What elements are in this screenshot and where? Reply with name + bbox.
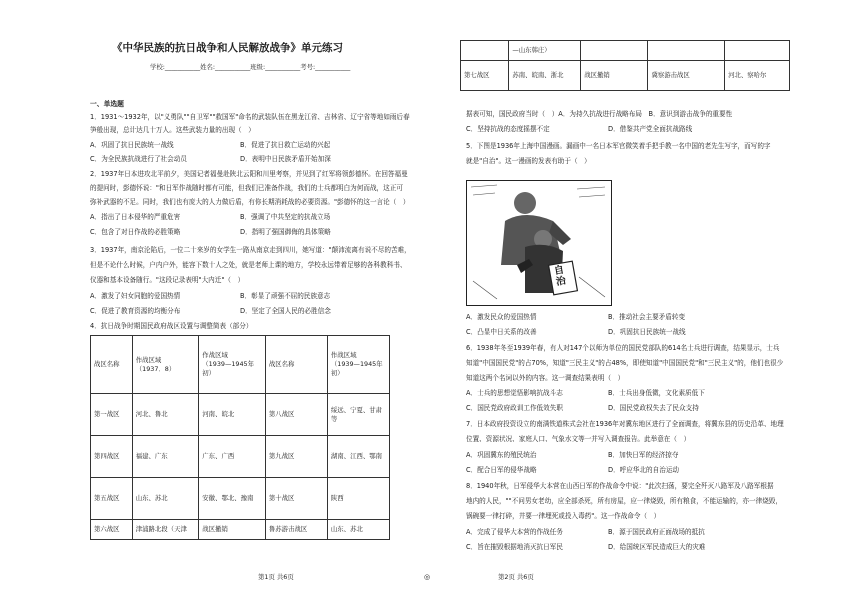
q1-line-1: 1．1931～1932年，以"义勇队""自卫军""救国军"命名的武装队伍在黑龙江省、吉林省、辽宁省等地如雨后春 xyxy=(90,113,410,121)
table-cell: 湖南、江西、鄂南 xyxy=(327,436,389,478)
table-row xyxy=(91,336,390,394)
q2-line-1: 2．1937年日本进攻北平前夕，美国记者福曼赴陕北云阳和川里考察，并见到了红军将领彭德怀。在回答福曼 xyxy=(90,170,408,178)
table-cell: 河北、察哈尔 xyxy=(725,61,790,91)
q1-option-d: D．表明中日民族矛盾开始加深 xyxy=(240,155,331,163)
q5-line-2: 就是"自治"。这一漫画的发表有助于（ ） xyxy=(466,157,591,165)
q3-option-c: C．促进了教育资源的均衡分布 xyxy=(90,307,181,315)
q2-option-b: B．强调了中共坚定的抗战立场 xyxy=(240,213,331,221)
right-page xyxy=(430,0,860,608)
table-cell: 苏南、皖南、浙北 xyxy=(509,61,581,91)
q4-conclusion: 据表可知，国民政府当时（ ）A．为持久抗战进行战略布局 B．意识到游击战争的重要性 xyxy=(466,110,733,118)
q1-option-b: B．促进了抗日救亡运动的兴起 xyxy=(240,141,331,149)
document-title: 《中华民族的抗日战争和人民解放战争》单元练习 xyxy=(112,42,343,54)
q6-line-2: 知道"中国国民党"的占70%，知道"三民主义"的占48%，即使知道"中国国民党"和"三民主义"的，他们也很少 xyxy=(466,359,784,367)
q6-option-a: A．士兵的思想觉悟影响抗战斗志 xyxy=(466,389,563,397)
q7-option-c: C．配合日军的侵华战略 xyxy=(466,466,537,474)
section-heading: 一、单选题 xyxy=(90,100,124,108)
q5-option-a: A．激发民众的爱国热情 xyxy=(466,313,537,321)
table-cell: 第四战区 xyxy=(91,436,133,478)
q2-option-d: D．指明了强国御侮的具体策略 xyxy=(240,228,331,236)
page-footer-right: 第2页 共6页 xyxy=(498,573,534,581)
q6-line-1: 6．1938年冬至1939年春，有人对147个以师为单位的国民党部队的614名士兵进行调查，结果显示，士兵 xyxy=(466,344,780,352)
q1-option-c: C．为全民族抗战进行了社会动员 xyxy=(90,155,187,163)
binding-mark-icon: ◎ xyxy=(424,573,431,581)
q1-line-2: 笋般出现，总计达几十万人。这些武装力量的出现（ ） xyxy=(90,126,255,134)
q2-option-c: C．包含了对日作战的必胜策略 xyxy=(90,228,181,236)
table-cell: 作战区域 （1937．8） xyxy=(132,336,199,394)
q5-line-1: 5．下图是1936年上海中国漫画。漏画中一名日本军官微笑着手把手教一名中国的老先生写字，而写的字 xyxy=(466,142,771,150)
q6-line-3: 知道这两个名词以外的内容。这一调查结果表明（ ） xyxy=(466,374,625,382)
q2-line-2: 的提问时，彭德怀说："和日军作战随时都有可能，但我们已准备作战，我们的士兵都明白为何而战，这正可 xyxy=(90,184,403,192)
q6-option-b: B．士兵出身低微，文化素质低下 xyxy=(608,389,705,397)
table-cell: 冀察游击战区 xyxy=(648,61,725,91)
table-cell: 第十战区 xyxy=(265,478,327,520)
table-cell: 战区撤销 xyxy=(199,520,266,540)
student-info-line: 学校:___________姓名:___________班级:___________考号:___________ xyxy=(150,63,351,71)
table-cell: 第七战区 xyxy=(461,61,509,91)
q7-option-b: B．加快日军的经济掠夺 xyxy=(608,451,679,459)
table-row xyxy=(461,41,790,61)
q8-line-3: 锅碗要一律打碎，井要一律埋死或投入毒药"。这一作战命令（ ） xyxy=(466,512,661,520)
table-row xyxy=(461,61,790,91)
table-cell: 第九战区 xyxy=(265,436,327,478)
q7-option-a: A．巩固冀东的殖民统治 xyxy=(466,451,537,459)
q4-stem: 4．抗日战争时期国民政府战区设置与调整简表（部分） xyxy=(90,322,253,330)
q8-option-c: C．旨在摧毁根据地消灭抗日军民 xyxy=(466,543,563,551)
cartoon-image xyxy=(466,180,612,306)
table-cell: 河南、皖北 xyxy=(199,394,266,436)
q8-option-a: A．完成了侵华大本营的作战任务 xyxy=(466,528,563,536)
table-cell: 安徽、鄂北、豫南 xyxy=(199,478,266,520)
table-cell xyxy=(648,41,725,61)
table-cell: 陕西 xyxy=(327,478,389,520)
cartoon-word: 自治 xyxy=(553,264,567,289)
q3-line-3: 仪器和基本设备随行。"这段记录表明"大内迁"（ ） xyxy=(90,276,245,284)
table-cell: 作战区域 （1939—1945年初） xyxy=(199,336,266,394)
table-cell: 河北、鲁北 xyxy=(132,394,199,436)
table-cell: 津浦路北段（天津 xyxy=(132,520,199,540)
q8-line-1: 8．1940年秋，日军侵华大本营在山西日军的作战命令中说："此次扫荡，要完全歼灭八路军及八路军根据 xyxy=(466,482,774,490)
table-cell: 福建、广东 xyxy=(132,436,199,478)
q6-option-d: D．国民党政权失去了民众支持 xyxy=(608,404,699,412)
war-zone-table xyxy=(90,335,390,540)
q4-option-d: D．借鉴共产党全面抗战路线 xyxy=(608,125,693,133)
table-cell: 第五战区 xyxy=(91,478,133,520)
q3-line-2: 但是不论什么时候，户内户外，能容下数十人之处，就是老师上课的地方，学校永远带着足够的各科教科书、 xyxy=(90,261,407,269)
q7-line-1: 7．日本政府投资设立的南满铁道株式会社在1936年对冀东地区进行了全面调查，将冀东县的历史沿革、地理 xyxy=(466,420,784,428)
table-cell: 第六战区 xyxy=(91,520,133,540)
q6-option-c: C．国民党政府政训工作低效失职 xyxy=(466,404,563,412)
table-cell: 第八战区 xyxy=(265,394,327,436)
table-row xyxy=(91,520,390,540)
table-cell: 山东、苏北 xyxy=(327,520,389,540)
q3-line-1: 3．1937年，南京沦陷后，一位二十来岁的女学生一路从南京走到四川，她写道："颠沛流离有说不尽的苦难， xyxy=(90,246,411,254)
q3-option-d: D．坚定了全国人民的必胜信念 xyxy=(240,307,331,315)
table-cell: —山东韩庄） xyxy=(509,41,581,61)
q3-option-b: B．彰显了顽强不屈的民族意志 xyxy=(240,292,331,300)
table-cell xyxy=(725,41,790,61)
q3-option-a: A．激发了妇女同胞的爱国热情 xyxy=(90,292,181,300)
q7-line-2: 位置、资源状况、家庭人口、气象水文等一并写入调查报告。此举意在（ ） xyxy=(466,435,691,443)
table-cell: 绥远、宁夏、甘肃等 xyxy=(327,394,389,436)
q8-option-b: B．源于国民政府正面战场的抵抗 xyxy=(608,528,705,536)
table-cell: 战区撤销 xyxy=(581,61,648,91)
table-cell: 作战区域 （1939—1945年初） xyxy=(327,336,389,394)
q8-option-d: D．给国统区军民造成巨大的灾难 xyxy=(608,543,706,551)
page-footer-left: 第1页 共6页 xyxy=(258,573,294,581)
table-cell: 鲁苏游击战区 xyxy=(265,520,327,540)
q4-option-c: C．坚持抗战的态度摇摆不定 xyxy=(466,125,550,133)
table-cell xyxy=(461,41,509,61)
war-zone-table-continued xyxy=(460,40,790,91)
table-cell xyxy=(581,41,648,61)
table-cell: 广东、广西 xyxy=(199,436,266,478)
table-row xyxy=(91,436,390,478)
cartoon-drawing xyxy=(467,181,610,304)
q5-option-d: D．巩固抗日民族统一战线 xyxy=(608,328,686,336)
q5-option-b: B．推动社会主要矛盾转变 xyxy=(608,313,686,321)
table-cell: 战区名称 xyxy=(265,336,327,394)
q2-option-a: A．指出了日本侵华的严重危害 xyxy=(90,213,181,221)
q1-option-a: A．巩固了抗日民族统一战线 xyxy=(90,141,174,149)
q5-option-c: C．凸显中日关系的改善 xyxy=(466,328,537,336)
table-row xyxy=(91,394,390,436)
q2-line-3: 弥补武器的不足。同时，我们也有庞大的人力做后盾，有你长期消耗战的必要资源。"彭德怀的这一言论（ ） xyxy=(90,198,410,206)
table-cell: 第一战区 xyxy=(91,394,133,436)
q7-option-d: D．呼应华北的自治运动 xyxy=(608,466,680,474)
table-row xyxy=(91,478,390,520)
q8-line-2: 地内的人民，""不问男女老幼，应全部杀死，所有房屋，应一律烧毁，所有粮食，不能运输的，亦一律烧毁， xyxy=(466,497,782,505)
table-cell: 战区名称 xyxy=(91,336,133,394)
table-cell: 山东、苏北 xyxy=(132,478,199,520)
